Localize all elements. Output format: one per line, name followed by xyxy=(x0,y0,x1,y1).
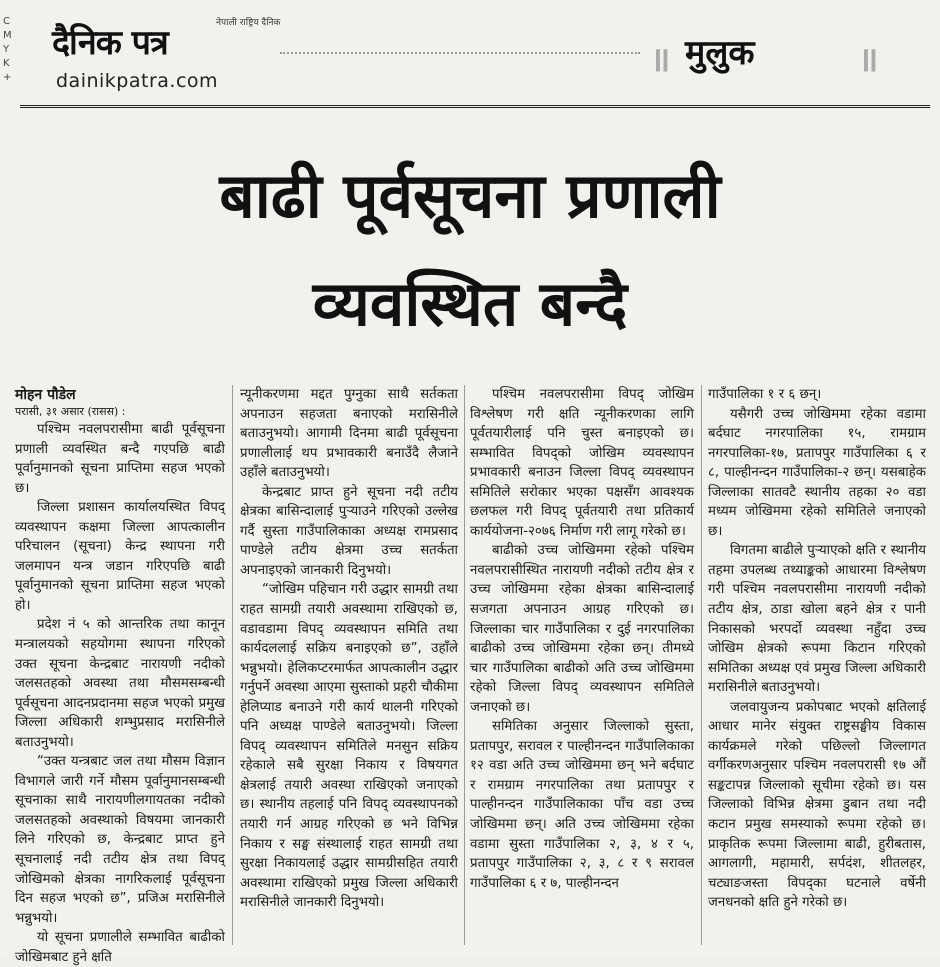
article-column-2 xyxy=(240,385,458,913)
paragraph: विगतमा बाढीले पुऱ्याएको क्षति र स्थानीय तहमा उपलब्ध तथ्याङ्कको आधारमा विश्लेषण गरी पश्चिम नवलपरासीमा नारायणी नदीको तटीय क्षेत्र, ठाडा खोला बहने क्षेत्र र पानी निकासको भरपर्दो व्यवस्था नहुँदा उच्च जोखिम क्षेत्रको रूपमा किटान गरिएको समितिका अध्यक्ष एवं प्रमुख जिल्ला अधिकारी मरासिनीले बताउनुभयो। xyxy=(708,543,926,696)
newspaper-logo: दैनिक पत्र xyxy=(52,23,168,63)
masthead xyxy=(20,10,930,108)
paragraph: प्रदेश नं ५ को आन्तरिक तथा कानून मन्त्रालयको सहयोगमा स्थापना गरिएको उक्त सूचना केन्द्रबाट नारायणी नदीको जलसतहको अवस्था तथा मौसमसम्बन्धी पूर्वसूचना आदनप्रदानमा सहज भएको प्रमुख जिल्ला अधिकारी शम्भुप्रसाद मरासिनीले बताउनुभयो। xyxy=(15,617,225,750)
paragraph: यो सूचना प्रणालीले सम्भावित बाढीको जोखिमबाट हुने क्षति xyxy=(15,930,225,965)
paragraph: यसैगरी उच्च जोखिममा रहेका वडामा बर्दघाट नगरपालिका १५, रामग्राम नगरपालिका-१७, प्रतापपुर गाउँपालिका ६ र ८, पाल्हीनन्दन गाउँपालिका-२ छन्। यसबाहेक जिल्लाका सातवटै स्थानीय तहका २० वडा मध्यम जोखिममा रहेको समितिले जनाएको छ। xyxy=(708,406,926,539)
paragraph: जिल्ला प्रशासन कार्यालयस्थित विपद् व्यवस्थापन कक्षमा जिल्ला आपत्कालीन परिचालन (सूचना) केन्द्र स्थापना गरी जलमापन यन्त्र जडान गरिएपछि बाढी पूर्वानुमानको सूचना प्राप्तिमा सहज भएको हो। xyxy=(15,500,225,613)
article-column-4 xyxy=(708,385,926,913)
paragraph: समितिका अनुसार जिल्लाको सुस्ता, प्रतापपुर, सरावल र पाल्हीनन्दन गाउँपालिकाका १२ वडा अति उच्च जोखिममा छन् भने बर्दघाट र रामग्राम नगरपालिका तथा प्रतापपुर र पाल्हीनन्दन गाउँपालिकाका पाँच वडा उच्च जोखिममा छन्। अति उच्च जोखिममा रहेका वडामा सुस्ता गाउँपालिका २, ३, ४ र ५, प्रतापपुर गाउँपालिका २, ३, ८ र ९ सरावल गाउँपालिका ६ र ७, पाल्हीनन्दन xyxy=(470,719,694,891)
headline-line-1: बाढी पूर्वसूचना प्रणाली xyxy=(219,159,721,232)
column-divider xyxy=(464,385,465,945)
masthead-dotted-rule xyxy=(280,52,640,56)
column-divider xyxy=(232,385,233,945)
paragraph: “उक्त यन्त्रबाट जल तथा मौसम विज्ञान विभागले जारी गर्ने मौसम पूर्वानुमानसम्बन्धी सूचनाका साथै नारायणीलगायतका नदीको जलसतहको अवस्थाको विषयमा जानकारी लिने गरिएको छ, केन्द्रबाट प्राप्त हुने सूचनालाई नदी तटीय क्षेत्र तथा विपद् जोखिमको क्षेत्रका नागरिकलाई पूर्वसूचना दिन सहज भएको छ”, प्रजिअ मरासिनीले भन्नुभयो। xyxy=(15,754,225,926)
headline-line-2: व्यवस्थित बन्दै xyxy=(312,267,628,340)
article-column-3 xyxy=(470,385,694,893)
paragraph: गाउँपालिका १ र ६ छन्। xyxy=(708,387,822,402)
section-title: मुलुक xyxy=(685,33,755,73)
article-column-1 xyxy=(15,420,225,967)
paragraph: न्यूनीकरणमा मद्दत पुग्नुका साथै सर्तकता अपनाउन सहजता बनाएको मरासिनीले बताउनुभयो। आगामी दिनमा बाढी पूर्वसूचना प्रणालीलाई थप प्रभावकारी बनाउँदै लैजाने उहाँले बताउनुभयो। xyxy=(240,387,458,481)
paragraph: बाढीको उच्च जोखिममा रहेको पश्चिम नवलपरासीस्थित नारायणी नदीको तटीय क्षेत्र र उच्च जोखिममा रहेका क्षेत्रका बासिन्दालाई सजगता अपनाउन आग्रह गरिएको छ। जिल्लाका चार गाउँपालिका र दुई नगरपालिका बाढीको उच्च जोखिममा रहेका छन्। तीमध्ये चार गाउँपालिका बाढीको अति उच्च जोखिममा रहेको जिल्ला विपद् व्यवस्थापन समितिले जनाएको छ। xyxy=(470,543,694,715)
dateline: परासी, ३१ असार (रासस) : xyxy=(15,405,126,418)
paragraph: केन्द्रबाट प्राप्त हुने सूचना नदी तटीय क्षेत्रका बासिन्दालाई पुऱ्याउने गरिएको उल्लेख गर्दै सुस्ता गाउँपालिकाका अध्यक्ष रामप्रसाद पाण्डेले तटीय क्षेत्रमा उच्च सतर्कता अपनाइएको जानकारी दिनुभयो। xyxy=(240,484,458,578)
section-bars-left: ॥ xyxy=(650,40,671,80)
paragraph: पश्चिम नवलपरासीमा बाढी पूर्वसूचना प्रणाली व्यवस्थित बन्दै गएपछि बाढी पूर्वानुमानको सूचना प्राप्तिमा सहज भएको छ। xyxy=(15,422,225,496)
print-registration-marks: C M Y K + xyxy=(3,16,12,83)
paragraph: “जोखिम पहिचान गरी उद्धार सामग्री तथा राहत सामग्री तयारी अवस्थामा राखिएको छ, वडावडामा विपद् व्यवस्थापन समिति तथा कार्यदललाई सक्रिय बनाइएको छ”, उहाँले भन्नुभयो। हेलिकप्टरमार्फत आपत्कालीन उद्धार गर्नुपर्ने अवस्था आएमा सुस्ताको प्रहरी चौकीमा हेलिप्याड बनाउने गरी कार्य थालनी गरिएको पनि अध्यक्ष पाण्डेले बताउनुभयो। जिल्ला विपद् व्यवस्थापन समितिले मनसुन सक्रिय रहेकाले सबै सुरक्षा निकाय र विषयगत क्षेत्रलाई तयारी अवस्था राखिएको जनाएको छ। स्थानीय तहलाई पनि विपद् व्यवस्थापनको तयारी गर्न आग्रह गरिएको छ भने विभिन्न निकाय र सङ्घ संस्थालाई राहत सामग्री तथा सुरक्षा निकायलाई उद्धार सामग्रीसहित तयारी अवस्थामा राखिएको प्रमुख जिल्ला अधिकारी मरासिनीले जानकारी दिनुभयो। xyxy=(240,582,458,911)
author-byline: मोहन पौडेल xyxy=(15,387,76,403)
column-divider xyxy=(701,385,702,945)
logo-tagline: नेपाली राष्ट्रिय दैनिक xyxy=(216,18,281,28)
website-url: dainikpatra.com xyxy=(56,70,219,92)
paragraph: जलवायुजन्य प्रकोपबाट भएको क्षतिलाई आधार मानेर संयुक्त राष्ट्रसङ्घीय विकास कार्यक्रमले गरेको पछिल्लो जिल्लागत वर्गीकरणअनुसार पश्चिम नवलपरासी १७ औं सङ्कटापन्न जिल्लाको सूचीमा रहेको छ। यस जिल्लाको विभिन्न क्षेत्रमा डुबान तथा नदी कटान प्रमुख समस्याको रूपमा रहेको छ। प्राकृतिक रूपमा जिल्लामा बाढी, हुरीबतास, आगलागी, महामारी, सर्पदंश, शीतलहर, चट्याङजस्ता विपद्का घटनाले वर्षेनी जनधनको क्षति हुने गरेको छ। xyxy=(708,699,926,911)
section-bars-right: ॥ xyxy=(858,40,879,80)
paragraph: पश्चिम नवलपरासीमा विपद् जोखिम विश्लेषण गरी क्षति न्यूनीकरणका लागि पूर्वतयारीलाई पनि चुस्त बनाइएको छ। सम्भावित विपद्को जोखिम व्यवस्थापन प्रभावकारी बनाउन जिल्ला विपद् व्यवस्थापन समितिले सरोकार भएका पक्षसँग आवश्यक छलफल गरी विपद् पूर्वतयारी तथा प्रतिकार्य कार्ययोजना-२०७६ निर्माण गरी लागू गरेको छ। xyxy=(470,387,694,539)
